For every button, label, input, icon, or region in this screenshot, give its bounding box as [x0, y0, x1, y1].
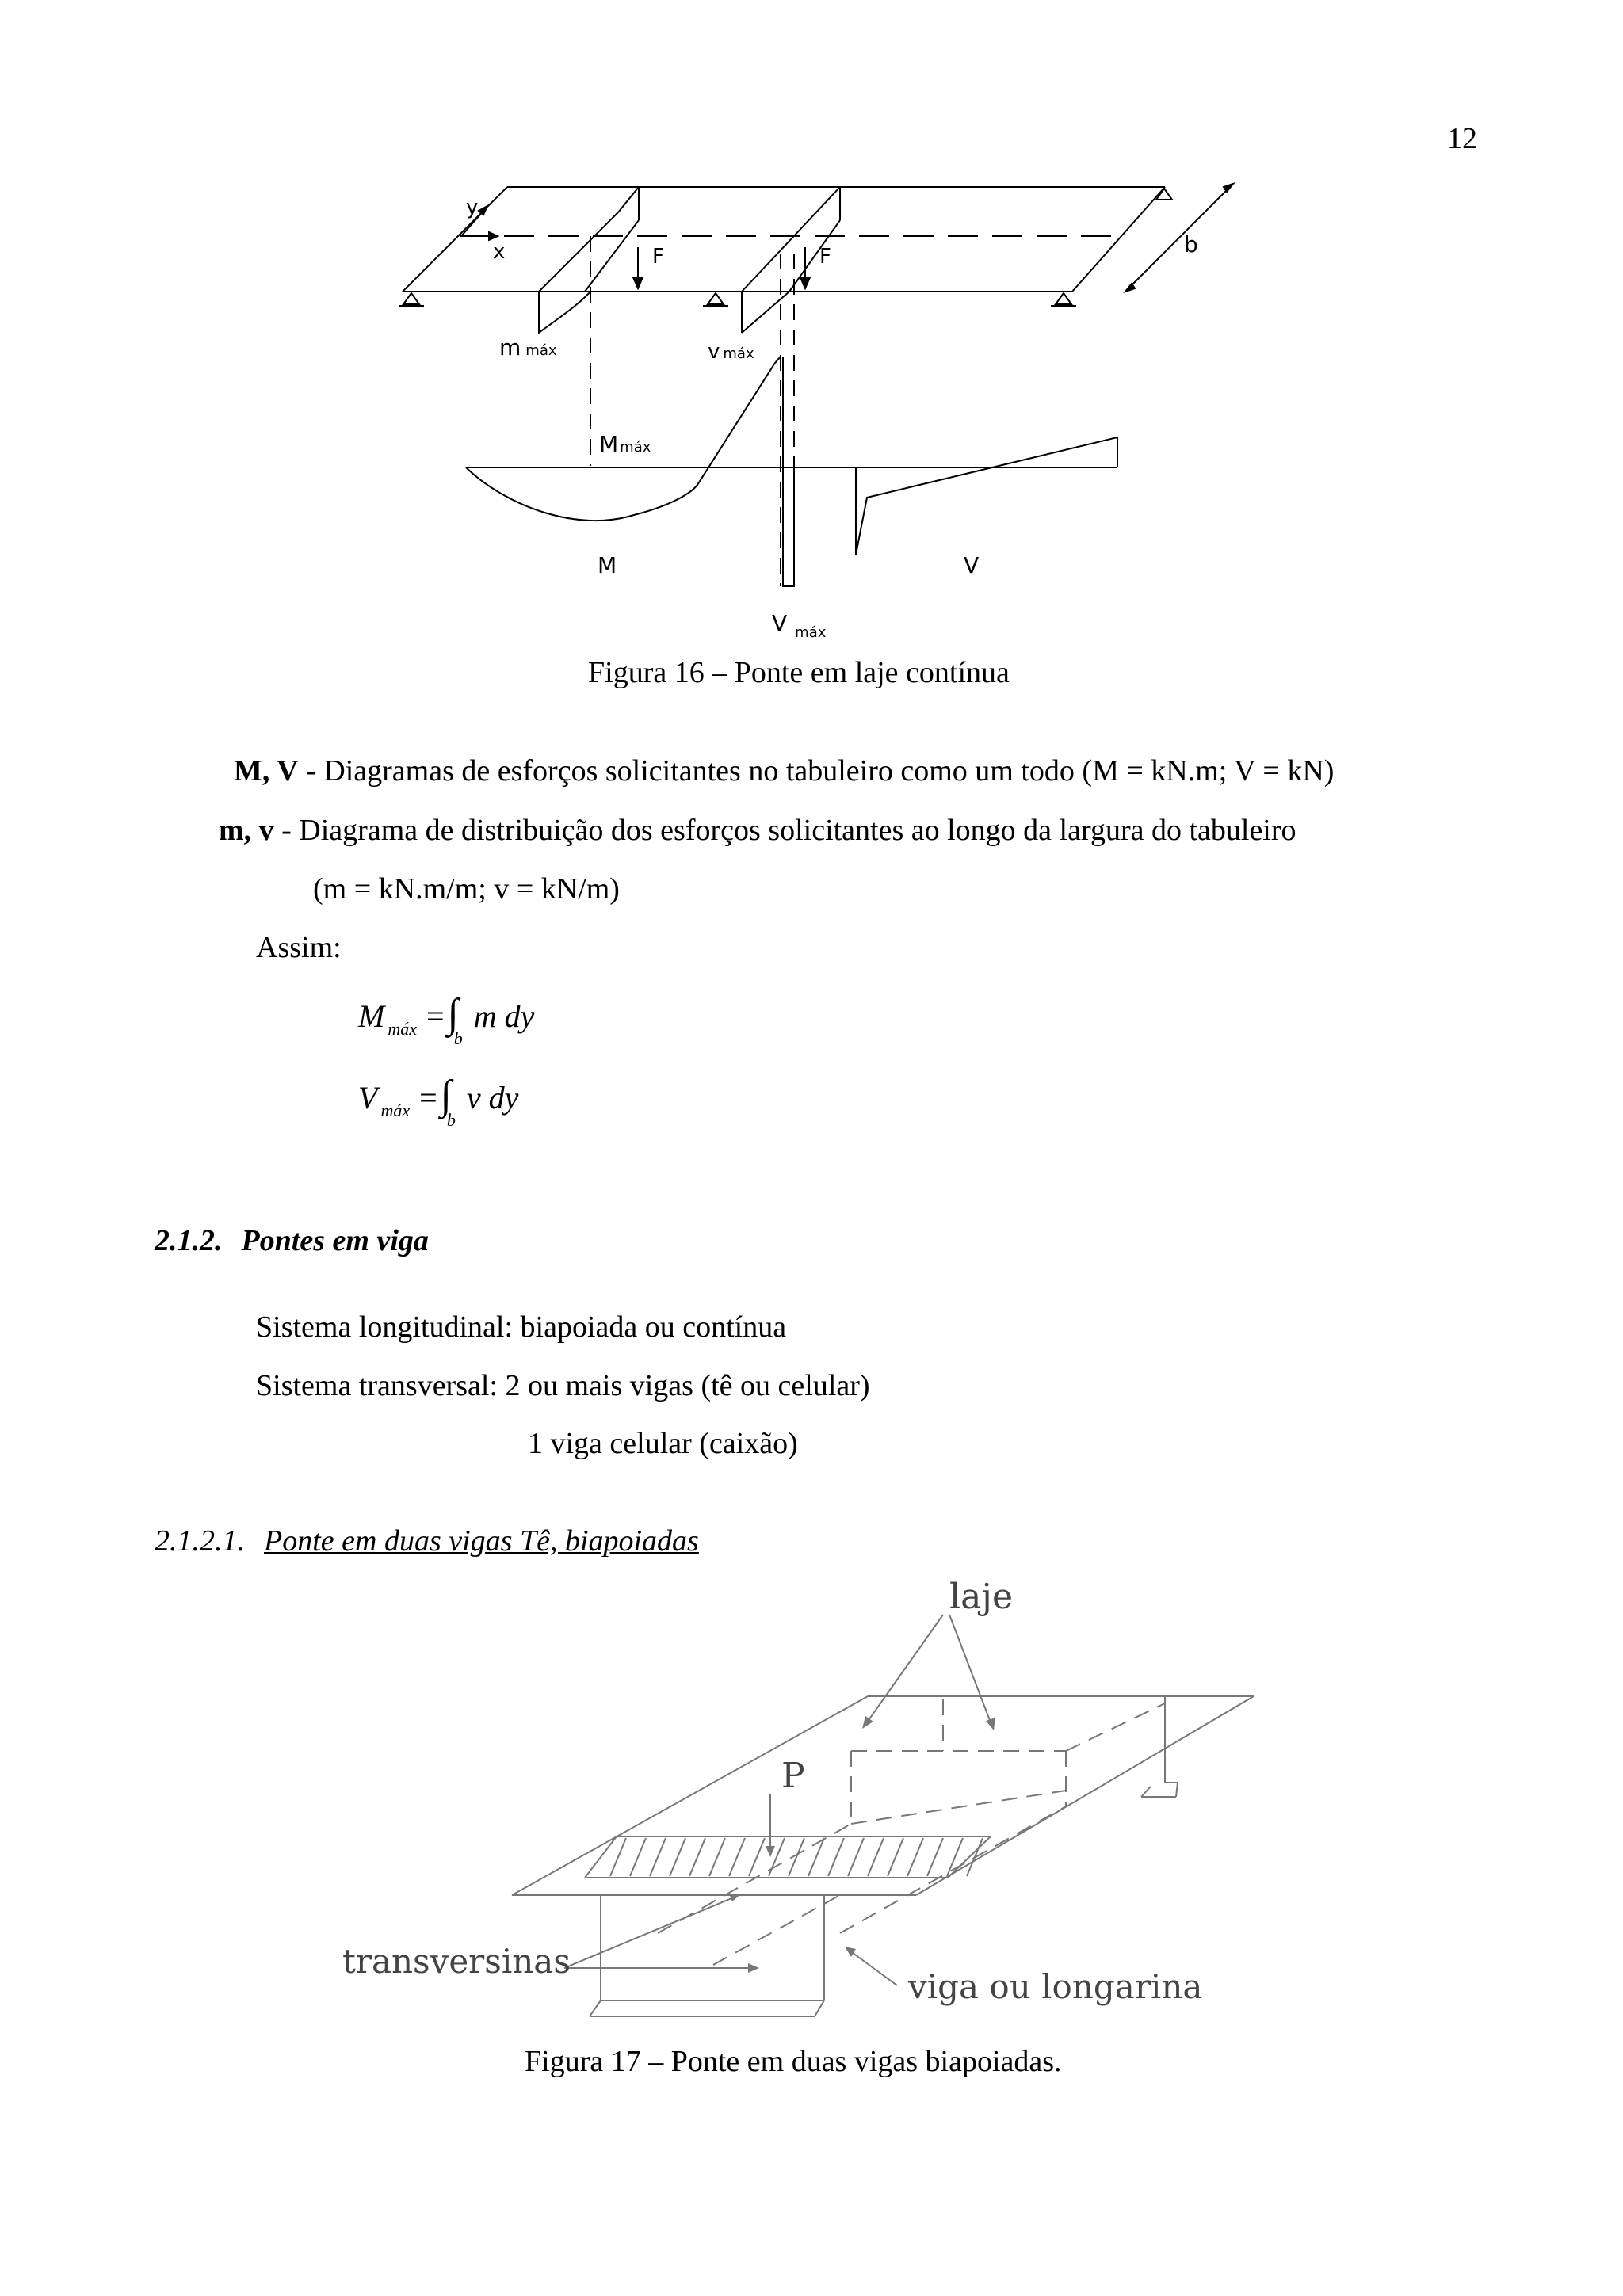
label-x: x — [493, 240, 506, 264]
label-V-max: V $_{máx}$ — [772, 610, 827, 641]
label-b: b — [1184, 231, 1198, 257]
figure-16-diagram — [0, 0, 1623, 650]
label-M: M — [598, 552, 617, 578]
transversinas-arrow-1 — [564, 1897, 735, 1968]
x-arrow-head — [489, 232, 498, 240]
laje-arrow-1 — [867, 1615, 943, 1722]
support-middle — [708, 293, 724, 304]
label-F2: F — [819, 245, 831, 269]
page-number: 12 — [1447, 122, 1477, 155]
section-212-line-3: 1 viga celular (caixão) — [528, 1427, 798, 1460]
figure-17-diagram — [0, 1569, 1623, 2028]
label-transversinas: transversinas — [342, 1942, 571, 1981]
hatching — [610, 1838, 983, 1876]
label-F1: F — [652, 245, 664, 269]
section-212-line-2: Sistema transversal: 2 ou mais vigas (tê ou celular) — [256, 1369, 870, 1402]
legend-line-3: (m = kN.m/m; v = kN/m) — [313, 872, 620, 906]
dimension-b — [1128, 187, 1230, 288]
label-m-max: mmáx — [499, 334, 557, 360]
label-M-max: Mmáx — [599, 431, 651, 457]
label-viga: viga ou longarina — [908, 1967, 1203, 2006]
equation-V-max: V máx = ∫ b v dy — [358, 1073, 519, 1130]
legend-line-1: M, V - Diagramas de esforços solicitantes no tabuleiro como um todo (M = kN.m; V = kN) — [234, 754, 1335, 788]
section-212-line-1: Sistema longitudinal: biapoiada ou contínua — [256, 1310, 787, 1344]
section-212-heading: 2.1.2. Pontes em viga — [155, 1224, 429, 1257]
label-V: V — [964, 552, 980, 578]
equation-M-max: M máx = ∫ b m dy — [358, 991, 535, 1048]
figure-17-caption: Figura 17 – Ponte em duas vigas biapoiadas. — [525, 2045, 1062, 2078]
slab-right-edge — [1072, 187, 1165, 292]
label-v-max: v máx — [708, 340, 754, 364]
support-left — [403, 293, 419, 304]
legend-line-2: m, v - Diagrama de distribuição dos esforços solicitantes ao longo da largura do tabuleiro — [219, 814, 1296, 847]
viga-arrow — [850, 1951, 897, 1985]
label-laje: laje — [949, 1577, 1013, 1617]
label-y: y — [466, 196, 479, 219]
assim-text: Assim: — [256, 931, 342, 964]
section-2121-heading: 2.1.2.1. Ponte em duas vigas Tê, biapoiadas — [155, 1524, 699, 1558]
support-right — [1056, 293, 1071, 304]
figure-16-caption: Figura 16 – Ponte em laje contínua — [588, 656, 1010, 689]
laje-arrow-2 — [949, 1615, 991, 1722]
shear-diagram — [783, 357, 1117, 586]
label-P: P — [781, 1756, 805, 1796]
